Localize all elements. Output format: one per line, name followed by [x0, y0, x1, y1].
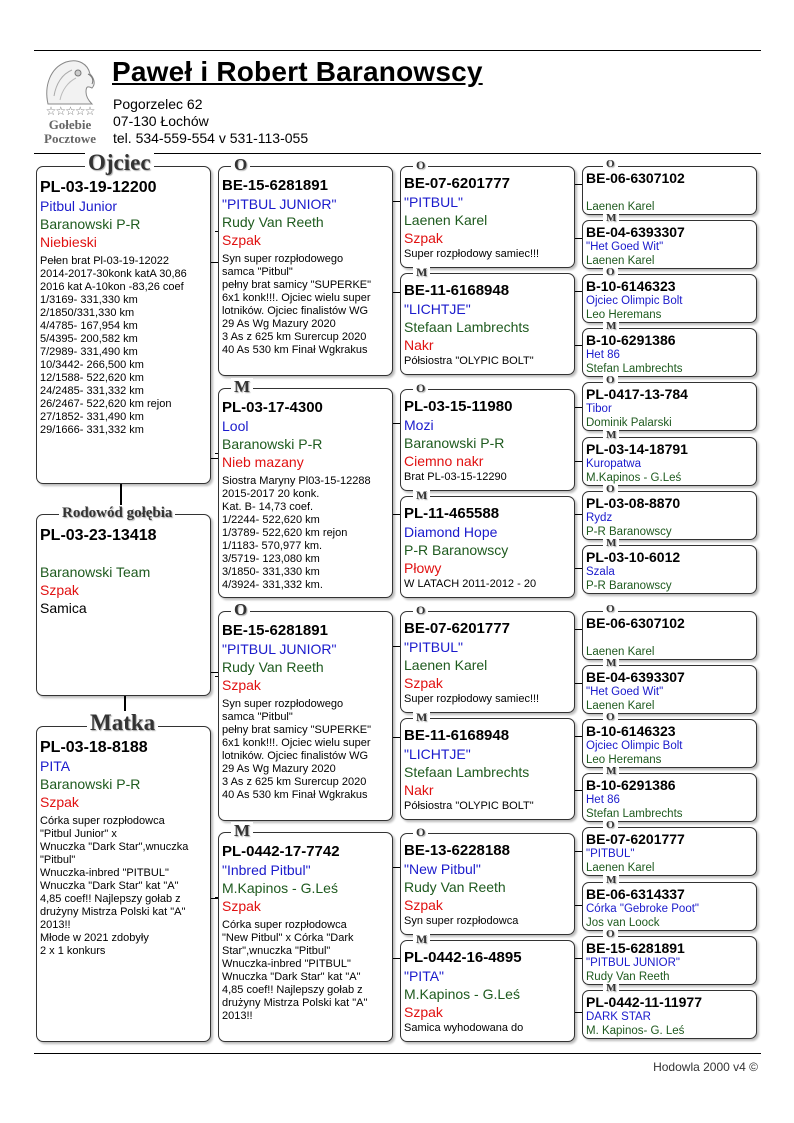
dam-label: M	[603, 983, 619, 994]
pigeon-owner: Baranowski P-R	[404, 435, 505, 451]
footer-credit: Hodowla 2000 v4 ©	[653, 1060, 758, 1074]
pigeon-owner: Baranowski P-R	[40, 216, 141, 232]
dam-label: M	[231, 822, 253, 839]
pigeon-owner: Stefaan Lambrechts	[404, 319, 530, 335]
pigeon-name: "LICHTJE"	[404, 746, 471, 762]
connector-line	[575, 291, 582, 292]
connector-line	[393, 292, 400, 293]
pigeon-notes: Córka super rozpłodowca "New Pitbul" x Córka "Dark Star",wnuczka "Pitbul" Wnuczka-inbred "PITBUL" Wnuczka "Dark Star" kat "A" 4,85 coef!! Najlepszy gołab z drużyny Mistrza Polski kat "A" 2013!!	[222, 919, 368, 1022]
sire-label: O	[603, 375, 618, 386]
parent-card	[218, 600, 393, 821]
sire-label: O	[603, 159, 618, 170]
connector-line	[575, 736, 582, 737]
connector-line	[575, 1012, 582, 1013]
address-line-1: Pogorzelec 62	[113, 96, 203, 112]
connector-line	[575, 345, 582, 346]
sire-label: O	[413, 826, 428, 838]
sire-label: O	[413, 159, 428, 171]
connector-line	[393, 646, 400, 647]
pigeon-owner: Leo Heremans	[586, 754, 662, 766]
connector-line	[215, 453, 218, 454]
pigeon-ring: B-10-6291386	[586, 777, 676, 793]
father-card	[36, 150, 211, 484]
great-grandparent-card	[582, 429, 757, 486]
dam-label: M	[413, 489, 430, 501]
pigeon-color: Szpak	[222, 677, 261, 693]
dam-label: M	[603, 658, 619, 669]
father-label: Ojciec	[85, 151, 154, 175]
connector-line	[215, 676, 218, 677]
footer-rule	[34, 1053, 761, 1054]
pigeon-color: Ciemno nakr	[404, 453, 484, 469]
pigeon-notes: Półsiostra "OLYPIC BOLT"	[404, 355, 534, 367]
great-grandparent-card	[582, 928, 757, 985]
grandparent-card	[400, 603, 575, 713]
pigeon-notes: Syn super rozpłodowego samca "Pitbul" pełny brat samicy "SUPERKE" 6x1 konk!!!. Ojciec wielu super lotników. Ojciec finalistów WG 29 As Wg Mazury 2020 3 As z 625 km Surercup 2020 40 As 530 km Finał Wgkrakus	[222, 698, 372, 801]
connector-line	[393, 867, 400, 868]
great-grandparent-card	[582, 603, 757, 660]
pigeon-owner: Jos van Loock	[586, 917, 660, 929]
pigeon-owner: Laenen Karel	[404, 657, 488, 673]
pigeon-name: "PITBUL"	[404, 639, 463, 655]
grandparent-card	[400, 710, 575, 820]
connector-line	[211, 262, 218, 263]
great-grandparent-card	[582, 819, 757, 876]
header-top-rule	[34, 50, 761, 51]
connector-line	[575, 514, 582, 515]
pigeon-ring: PL-0417-13-784	[586, 386, 688, 402]
pigeon-owner: M. Kapinos- G. Leś	[586, 1025, 685, 1037]
sire-label: O	[603, 604, 618, 615]
pigeon-color: Szpak	[404, 897, 443, 913]
pigeon-owner: Baranowski Team	[40, 564, 151, 580]
sire-label: O	[603, 820, 618, 831]
pigeon-ring: PL-03-17-4300	[222, 399, 323, 416]
pigeon-color: Szpak	[404, 230, 443, 246]
pigeon-name: PITA	[40, 758, 71, 774]
pigeon-owner: Baranowski P-R	[222, 436, 323, 452]
pigeon-name: "New Pitbul"	[404, 861, 481, 877]
great-grandparent-card	[582, 657, 757, 714]
great-grandparent-card	[582, 765, 757, 822]
address-line-2: 07-130 Łochów	[113, 113, 209, 129]
pigeon-ring: BE-15-6281891	[222, 622, 328, 639]
phone-number: tel. 534-559-554 v 531-113-055	[113, 130, 309, 146]
pigeon-name: "PITBUL JUNIOR"	[586, 957, 680, 969]
pigeon-owner: M.Kapinos - G.Leś	[222, 880, 338, 896]
pigeon-owner: Leo Heremans	[586, 309, 662, 321]
dam-label: M	[603, 538, 619, 549]
pigeon-name: Ojciec Olimpic Bolt	[586, 295, 683, 307]
parent-card	[218, 821, 393, 1042]
pigeon-owner: M.Kapinos - G.Leś	[404, 986, 520, 1002]
pigeon-ring: PL-0442-17-7742	[222, 843, 340, 860]
connector-line	[575, 184, 582, 185]
grandparent-card	[400, 825, 575, 935]
sire-label: O	[231, 156, 250, 173]
pigeon-ring: PL-11-465588	[404, 505, 500, 522]
connector-line	[575, 958, 582, 959]
pigeon-color: Szpak	[222, 898, 261, 914]
connector-line	[211, 898, 218, 899]
pigeon-notes: Samica wyhodowana do	[404, 1022, 524, 1034]
pigeon-notes: Córka super rozpłodowca "Pitbul Junior" x Wnuczka "Dark Star",wnuczka "Pitbul" Wnuczka-inbred "PITBUL" Wnuczka "Dark Star" kat "A" 4,85 coef!! Najlepszy gołab z drużyny Mistrza Polski kat "A" 2013!! Młode w 2021 zdobyły 2 x 1 konkurs	[40, 815, 189, 957]
subject-label: Rodowód gołębia	[59, 505, 175, 521]
pigeon-ring: BE-13-6228188	[404, 842, 510, 859]
pigeon-name: Pitbul Junior	[40, 198, 118, 214]
connector-line	[393, 423, 400, 424]
pigeon-name: "PITA"	[404, 968, 445, 984]
pigeon-notes: Pełen brat Pl-03-19-12022 2014-2017-30konk katA 30,86 2016 kat A-10kon -83,26 coef 1/3169- 331,330 km 2/1850/331,330 km 4/4785- 167,954 km 5/4395- 200,582 km 7/2989- 331,490 km 10/3442- 266,500 km 12/1588- 522,620 km 24/2485- 331,332 km 26/2467- 522,620 km rejon 27/1852- 331,490 km 29/1666- 331,332 km	[40, 255, 187, 436]
pigeon-owner: P-R Baranowscy	[586, 526, 672, 538]
pigeon-name: Lool	[222, 418, 249, 434]
dam-label: M	[603, 321, 619, 332]
pigeon-name: "PITBUL JUNIOR"	[222, 196, 337, 212]
pigeon-ring: PL-03-23-13418	[40, 527, 157, 544]
dam-label: M	[603, 213, 619, 224]
pigeon-ring: PL-0442-16-4895	[404, 949, 522, 966]
pigeon-name: "Het Goed Wit"	[586, 241, 664, 253]
pigeon-notes: W LATACH 2011-2012 - 20	[404, 578, 537, 590]
mother-card	[36, 710, 211, 1042]
connector-line	[393, 958, 400, 959]
pigeon-name	[586, 186, 753, 200]
pigeon-ring: BE-15-6281891	[222, 177, 328, 194]
mother-label: Matka	[87, 711, 158, 735]
pigeon-notes: Syn super rozpłodowego samca "Pitbul" pełny brat samicy "SUPERKE" 6x1 konk!!!. Ojciec wielu super lotników. Ojciec finalistów WG 29 As Wg Mazury 2020 3 As z 625 km Surercup 2020 40 As 530 km Finał Wgkrakus	[222, 253, 372, 356]
pigeon-color: Szpak	[222, 232, 261, 248]
connector-line	[575, 568, 582, 569]
pigeon-name: Kuropatwa	[586, 458, 641, 470]
pigeon-name: "Het Goed Wit"	[586, 686, 664, 698]
pigeon-notes: Syn super rozpłodowca	[404, 915, 519, 927]
pigeon-ring: BE-04-6393307	[586, 224, 685, 240]
pigeon-color: Nakr	[404, 337, 434, 353]
pigeon-name: Diamond Hope	[404, 524, 498, 540]
pigeon-ring: PL-03-19-12200	[40, 179, 157, 196]
great-grandparent-card	[582, 483, 757, 540]
pigeon-owner: Rudy Van Reeth	[222, 659, 324, 675]
pigeon-ring: BE-06-6314337	[586, 886, 685, 902]
dam-label: M	[231, 378, 253, 395]
pigeon-ring: BE-11-6168948	[404, 282, 510, 299]
pigeon-color: Płowy	[404, 560, 442, 576]
pigeon-ring: B-10-6146323	[586, 278, 676, 294]
pigeon-sex: Samica	[40, 600, 87, 616]
dam-label: M	[413, 711, 430, 723]
sire-label: O	[603, 929, 618, 940]
great-grandparent-card	[582, 537, 757, 594]
pigeon-name: "Inbred Pitbul"	[222, 862, 311, 878]
sire-label: O	[603, 484, 618, 495]
pigeon-ring: BE-06-6307102	[586, 615, 685, 631]
pigeon-notes: Brat PL-03-15-12290	[404, 471, 507, 483]
pigeon-name: Ojciec Olimpic Bolt	[586, 740, 683, 752]
pigeon-ring: BE-06-6307102	[586, 170, 685, 186]
pigeon-owner: Dominik Palarski	[586, 417, 672, 429]
pigeon-name: Tibor	[586, 403, 612, 415]
parent-card	[218, 377, 393, 598]
pigeon-color: Szpak	[404, 675, 443, 691]
pigeon-owner: P-R Baranowscy	[586, 580, 672, 592]
pigeon-ring: BE-15-6281891	[586, 940, 685, 956]
pigeon-ring: BE-07-6201777	[404, 620, 510, 637]
sire-label: O	[603, 267, 618, 278]
parent-card	[218, 155, 393, 376]
great-grandparent-card	[582, 982, 757, 1039]
connector-line	[211, 672, 218, 673]
pigeon-ring: PL-0442-11-11977	[586, 994, 702, 1010]
sire-label: O	[231, 601, 250, 618]
sire-label: O	[413, 382, 428, 394]
pigeon-color: Szpak	[40, 582, 79, 598]
pigeon-ring: PL-03-18-8188	[40, 739, 148, 756]
connector-line	[575, 407, 582, 408]
connector-line	[215, 231, 218, 232]
pigeon-name: DARK STAR	[586, 1011, 651, 1023]
pigeon-name: "PITBUL JUNIOR"	[222, 641, 337, 657]
great-grandparent-card	[582, 374, 757, 431]
pigeon-notes: Półsiostra "OLYPIC BOLT"	[404, 800, 534, 812]
dam-label: M	[603, 766, 619, 777]
pigeon-ring: PL-03-15-11980	[404, 398, 513, 415]
pigeon-ring: BE-04-6393307	[586, 669, 685, 685]
pigeon-owner: P-R Baranowscy	[404, 542, 509, 558]
pigeon-name: "PITBUL"	[404, 194, 463, 210]
subject-card	[36, 505, 211, 696]
pigeon-color: Niebieski	[40, 234, 97, 250]
connector-line	[575, 238, 582, 239]
dam-label: M	[603, 875, 619, 886]
grandparent-card	[400, 265, 575, 375]
pigeon-name: Rydz	[586, 512, 613, 524]
sire-label: O	[603, 712, 618, 723]
logo-text-line1: Gołebie	[48, 117, 92, 132]
pigeon-notes: Super rozpłodowy samiec!!!	[404, 248, 540, 260]
connector-line	[393, 201, 400, 202]
pigeon-owner: Laenen Karel	[404, 212, 488, 228]
page-title: Paweł i Robert Baranowscy	[112, 56, 483, 87]
pigeon-owner: Stefaan Lambrechts	[404, 764, 530, 780]
pigeon-name: "PITBUL"	[586, 848, 635, 860]
pigeon-name	[586, 631, 753, 645]
logo-text-line2: Pocztowe	[44, 131, 96, 146]
pigeon-color: Szpak	[40, 794, 79, 810]
dam-label: M	[413, 266, 430, 278]
pigeon-owner: Laenen Karel	[586, 862, 655, 874]
pigeon-ring: BE-07-6201777	[586, 831, 685, 847]
pigeon-notes: Super rozpłodowy samiec!!!	[404, 693, 540, 705]
pigeon-owner: M.Kapinos - G.Leś	[586, 472, 682, 484]
pigeon-ring: PL-03-08-8870	[586, 495, 681, 511]
pigeon-name: "LICHTJE"	[404, 301, 471, 317]
great-grandparent-card	[582, 711, 757, 768]
pigeon-color: Nieb mazany	[222, 454, 304, 470]
pigeon-owner: Laenen Karel	[586, 255, 655, 267]
grandparent-card	[400, 488, 575, 598]
pigeon-name: Het 86	[586, 349, 620, 361]
connector-line	[575, 790, 582, 791]
pigeon-ring: PL-03-14-18791	[586, 441, 688, 457]
pigeon-name: Het 86	[586, 794, 620, 806]
pigeon-ring: BE-07-6201777	[404, 175, 510, 192]
pigeon-color: Nakr	[404, 782, 434, 798]
pigeon-name: Szala	[586, 566, 615, 578]
connector-line	[393, 737, 400, 738]
pigeon-owner: Laenen Karel	[586, 201, 655, 213]
pigeon-head-icon	[42, 56, 98, 106]
pigeon-owner: Rudy Van Reeth	[586, 971, 670, 983]
great-grandparent-card	[582, 212, 757, 269]
great-grandparent-card	[582, 158, 757, 215]
pigeon-owner: Laenen Karel	[586, 700, 655, 712]
pigeon-color: Szpak	[404, 1004, 443, 1020]
connector-line	[215, 897, 218, 898]
connector-line	[575, 851, 582, 852]
logo-stars: ☆☆☆☆☆	[45, 104, 95, 118]
dam-label: M	[413, 933, 430, 945]
pigeon-notes: Siostra Maryny Pl03-15-12288 2015-2017 20 konk. Kat. B- 14,73 coef. 1/2244- 522,620 km 1/3789- 522,620 km rejon 1/1183- 570,977 km. 3/5719- 123,080 km 3/1850- 331,330 km 4/3924- 331,332 km.	[222, 475, 371, 591]
sire-label: O	[413, 604, 428, 616]
grandparent-card	[400, 932, 575, 1042]
connector-line	[575, 683, 582, 684]
pigeon-owner: Stefan Lambrechts	[586, 363, 683, 375]
pigeon-owner: Rudy Van Reeth	[222, 214, 324, 230]
connector-line	[575, 629, 582, 630]
great-grandparent-card	[582, 266, 757, 323]
pigeon-ring: B-10-6291386	[586, 332, 676, 348]
dam-label: M	[603, 430, 619, 441]
pigeon-ring: BE-11-6168948	[404, 727, 510, 744]
pigeon-name: Mozi	[404, 417, 434, 433]
pigeon-name: Córka "Gebroke Poot"	[586, 903, 699, 915]
pigeon-ring: B-10-6146323	[586, 723, 676, 739]
connector-line	[211, 458, 218, 459]
connector-line	[575, 461, 582, 462]
pigeon-owner: Rudy Van Reeth	[404, 879, 506, 895]
great-grandparent-card	[582, 874, 757, 931]
logo	[34, 54, 106, 148]
grandparent-card	[400, 381, 575, 491]
great-grandparent-card	[582, 320, 757, 377]
pigeon-owner: Stefan Lambrechts	[586, 808, 683, 820]
pigeon-ring: PL-03-10-6012	[586, 549, 681, 565]
grandparent-card	[400, 158, 575, 268]
pigeon-owner: Laenen Karel	[586, 646, 655, 658]
pigeon-owner: Baranowski P-R	[40, 776, 141, 792]
connector-line	[575, 905, 582, 906]
connector-line	[393, 514, 400, 515]
